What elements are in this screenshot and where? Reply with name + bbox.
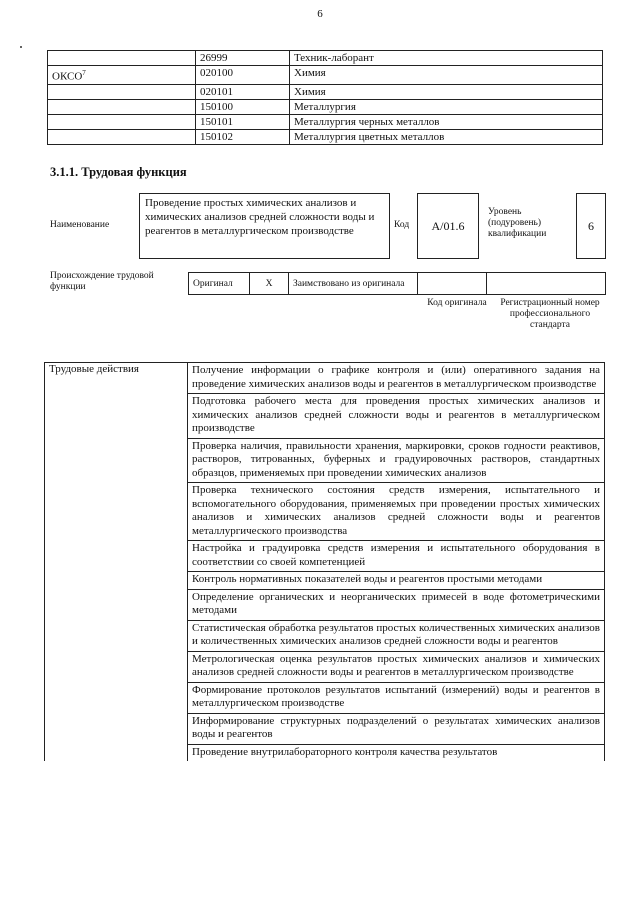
labor-action-item: Статистическая обработка результатов простых количественных химических анализов и количественных химических анализов средней сложности воды и реагентов (188, 620, 605, 651)
okso-code-cell: 020101 (196, 84, 290, 99)
okso-code-cell: 150102 (196, 129, 290, 144)
code-label: Код (394, 220, 410, 230)
labor-action-item: Формирование протоколов результатов испытаний (измерений) воды и реагентов в металлургическом производстве (188, 682, 605, 713)
okso-label-cell (48, 99, 196, 114)
labor-action-item: Информирование структурных подразделений о результатах химических анализов воды и реагентов (188, 713, 605, 744)
okso-name-cell: Химия (290, 84, 603, 99)
labor-action-item: Контроль нормативных показателей воды и реагентов простыми методами (188, 572, 605, 590)
okso-label-cell (48, 114, 196, 129)
labor-action-item: Определение органических и неорганических примесей в воде фотометрическими методами (188, 589, 605, 620)
okso-label-cell (48, 129, 196, 144)
labor-actions-heading: Трудовые действия (45, 363, 188, 762)
okso-label-cell (48, 51, 196, 66)
labor-action-item: Проверка наличия, правильности хранения, маркировки, сроков годности реактивов, растворов, титрованных, буферных и градуировочных растворов, стандартных образцов, применяемых при проведении химических анализов (188, 438, 605, 483)
okso-row (48, 129, 603, 144)
okso-name-cell: Химия (290, 66, 603, 85)
okso-label-cell: ОКСО$^7$ (48, 66, 196, 85)
original-label: Оригинал (189, 273, 250, 295)
okso-row (48, 66, 603, 85)
labor-action-item: Получение информации о графике контроля и (или) оперативного задания на проведение химических анализов воды и реагентов в металлургическом производстве (188, 363, 605, 394)
okso-code-cell: 020100 (196, 66, 290, 85)
borrowed-label: Заимствовано из оригинала (289, 273, 418, 295)
okso-name-cell: Техник-лаборант (290, 51, 603, 66)
code-original-cell (418, 273, 487, 295)
okso-code-cell: 150100 (196, 99, 290, 114)
origin-table (188, 272, 606, 295)
original-mark: X (250, 273, 289, 295)
labor-action-row (45, 363, 605, 394)
okso-label-cell (48, 84, 196, 99)
level-label: Уровень (подуровень) квалификации (488, 207, 547, 239)
labor-actions-table (44, 362, 605, 761)
origin-label: Происхождение трудовой функции (50, 271, 154, 292)
margin-dot (20, 46, 22, 48)
okso-row (48, 84, 603, 99)
okso-name-cell: Металлургия цветных металлов (290, 129, 603, 144)
okso-name-cell: Металлургия (290, 99, 603, 114)
code-original-caption: Код оригинала (427, 298, 487, 308)
section-title: 3.1.1. Трудовая функция (50, 165, 187, 179)
okso-table (47, 50, 603, 145)
labor-action-item: Подготовка рабочего места для проведения простых химических анализов и химических анализов средней сложности воды и реагентов в металлургическом производстве (188, 394, 605, 439)
name-label: Наименование (50, 220, 110, 230)
okso-row (48, 51, 603, 66)
function-code-box: A/01.6 (417, 193, 479, 259)
labor-action-item: Проверка технического состояния средств измерения, испытательного и вспомогательного оборудования, применяемых при проведении простых химических анализов и химических анализов средней сложности воды и реагентов металлургического производства (188, 483, 605, 541)
labor-action-item: Настройка и градуировка средств измерения и испытательного оборудования в соответствии со своей компетенцией (188, 541, 605, 572)
level-value-box: 6 (576, 193, 606, 259)
okso-code-cell: 150101 (196, 114, 290, 129)
reg-number-cell (487, 273, 606, 295)
reg-number-caption: Регистрационный номер профессионального стандарта (500, 298, 600, 330)
labor-action-item: Метрологическая оценка результатов простых химических анализов и химических анализов средней сложности воды и реагентов в металлургическом производстве (188, 651, 605, 682)
okso-row (48, 114, 603, 129)
okso-name-cell: Металлургия черных металлов (290, 114, 603, 129)
function-name-box: Проведение простых химических анализов и химических анализов средней сложности воды и реагентов в металлургическом производстве (139, 193, 390, 259)
okso-code-cell: 26999 (196, 51, 290, 66)
okso-row (48, 99, 603, 114)
labor-action-item: Проведение внутрилабораторного контроля качества результатов (188, 744, 605, 761)
page-number: 6 (317, 8, 323, 20)
